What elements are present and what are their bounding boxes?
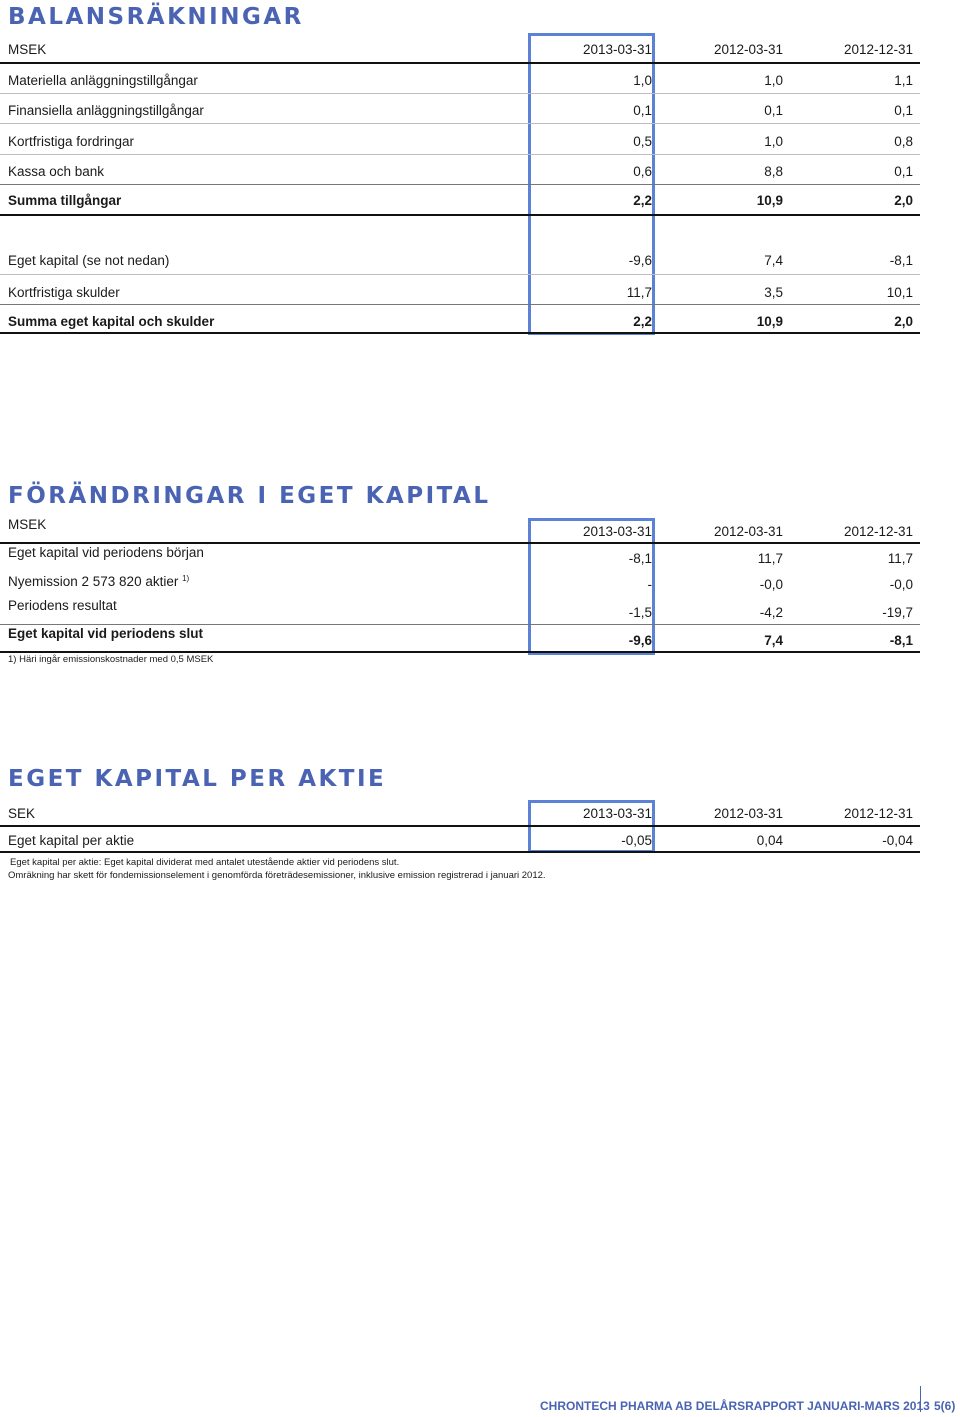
row-value: -8,1: [628, 551, 652, 566]
row-value: 0,1: [764, 103, 783, 118]
row-divider: [0, 304, 920, 305]
row-label: Eget kapital per aktie: [8, 833, 135, 848]
row-value: 10,9: [756, 314, 783, 329]
row-value: 0,1: [894, 164, 913, 179]
header-divider: [0, 825, 920, 827]
column-header: 2012-03-31: [713, 42, 783, 57]
row-value: -0,04: [882, 833, 913, 848]
column-header: 2013-03-31: [582, 806, 652, 821]
row-label: Eget kapital vid periodens början: [8, 545, 204, 560]
row-label: Nyemission 2 573 820 aktier: [8, 574, 179, 589]
row-value: 7,4: [764, 633, 783, 648]
row-value: -9,6: [628, 633, 652, 648]
column-header: 2012-12-31: [843, 806, 913, 821]
row-value: 0,1: [894, 103, 913, 118]
row-value: 0,1: [633, 103, 652, 118]
row-label: Summa tillgångar: [8, 193, 122, 208]
column-header: 2012-12-31: [843, 524, 913, 539]
page-number: 5(6): [934, 1399, 956, 1413]
restatement-note: Omräkning har skett för fondemissionselement i genomförda företrädesemissioner, inklusive emission registrerad i januari 2012.: [8, 870, 546, 881]
row-value: -8,1: [889, 253, 913, 268]
footnote: 1) Häri ingår emissionskostnader med 0,5 MSEK: [8, 654, 214, 665]
row-divider: [0, 154, 920, 155]
definition-note: Eget kapital per aktie: Eget kapital dividerat med antalet utestående aktier vid periodens slut.: [10, 857, 400, 868]
row-value: -19,7: [882, 605, 913, 620]
row-value: 3,5: [764, 285, 783, 300]
column-header: 2012-03-31: [713, 806, 783, 821]
total-divider: [0, 214, 920, 216]
column-header: 2013-03-31: [582, 42, 652, 57]
row-value: 11,7: [887, 551, 913, 566]
row-divider: [0, 184, 920, 185]
row-value: 1,0: [764, 73, 783, 88]
total-divider: [0, 851, 920, 853]
row-value: -9,6: [628, 253, 652, 268]
row-value: -8,1: [889, 633, 913, 648]
row-value: 1,1: [894, 73, 913, 88]
row-divider: [0, 624, 920, 625]
row-value: 2,0: [894, 193, 913, 208]
row-label: Periodens resultat: [8, 598, 117, 613]
equity-changes-title: FÖRÄNDRINGAR I EGET KAPITAL: [8, 483, 491, 509]
row-divider: [0, 123, 920, 124]
row-value: 8,8: [764, 164, 783, 179]
row-label: Kassa och bank: [8, 164, 105, 179]
row-label: Kortfristiga skulder: [8, 285, 120, 300]
row-label: Eget kapital vid periodens slut: [8, 626, 204, 641]
column-header: 2012-03-31: [713, 524, 783, 539]
row-value: 0,8: [894, 134, 913, 149]
row-value: -: [647, 577, 652, 592]
footer-report-title: CHRONTECH PHARMA AB DELÅRSRAPPORT JANUARI-MARS 2013: [540, 1399, 930, 1413]
row-value: -1,5: [628, 605, 652, 620]
row-value: 0,6: [633, 164, 652, 179]
equity-per-share-title: EGET KAPITAL PER AKTIE: [8, 766, 387, 792]
total-divider: [0, 332, 920, 334]
row-label: Summa eget kapital och skulder: [8, 314, 215, 329]
row-value: 10,9: [756, 193, 783, 208]
row-value: 11,7: [626, 285, 652, 300]
row-label: Materiella anläggningstillgångar: [8, 73, 198, 88]
row-divider: [0, 274, 920, 275]
row-label: Eget kapital (se not nedan): [8, 253, 170, 268]
row-value: 2,2: [633, 193, 652, 208]
row-value: -0,0: [759, 577, 783, 592]
row-value: 2,2: [633, 314, 652, 329]
footer-divider: [920, 1386, 921, 1412]
row-value: -4,2: [759, 605, 783, 620]
row-value: 7,4: [764, 253, 783, 268]
unit-label: SEK: [8, 806, 36, 821]
column-header: 2013-03-31: [582, 524, 652, 539]
row-label: Finansiella anläggningstillgångar: [8, 103, 204, 118]
row-value: -0,0: [889, 577, 913, 592]
unit-label: MSEK: [8, 517, 47, 532]
row-value: 1,0: [764, 134, 783, 149]
row-value: 10,1: [886, 285, 913, 300]
row-divider: [0, 93, 920, 94]
row-value: 11,7: [757, 551, 783, 566]
row-value: 0,5: [633, 134, 652, 149]
row-value: 0,04: [756, 833, 783, 848]
row-value: -0,05: [621, 833, 652, 848]
unit-label: MSEK: [8, 42, 47, 57]
header-divider: [0, 62, 920, 64]
total-divider: [0, 651, 920, 653]
row-label: Kortfristiga fordringar: [8, 134, 135, 149]
row-value: 1,0: [633, 73, 652, 88]
column-header: 2012-12-31: [843, 42, 913, 57]
footnote-marker: 1): [182, 574, 190, 583]
balance-sheet-title: BALANSRÄKNINGAR: [8, 4, 304, 30]
row-value: 2,0: [894, 314, 913, 329]
header-divider: [0, 542, 920, 544]
